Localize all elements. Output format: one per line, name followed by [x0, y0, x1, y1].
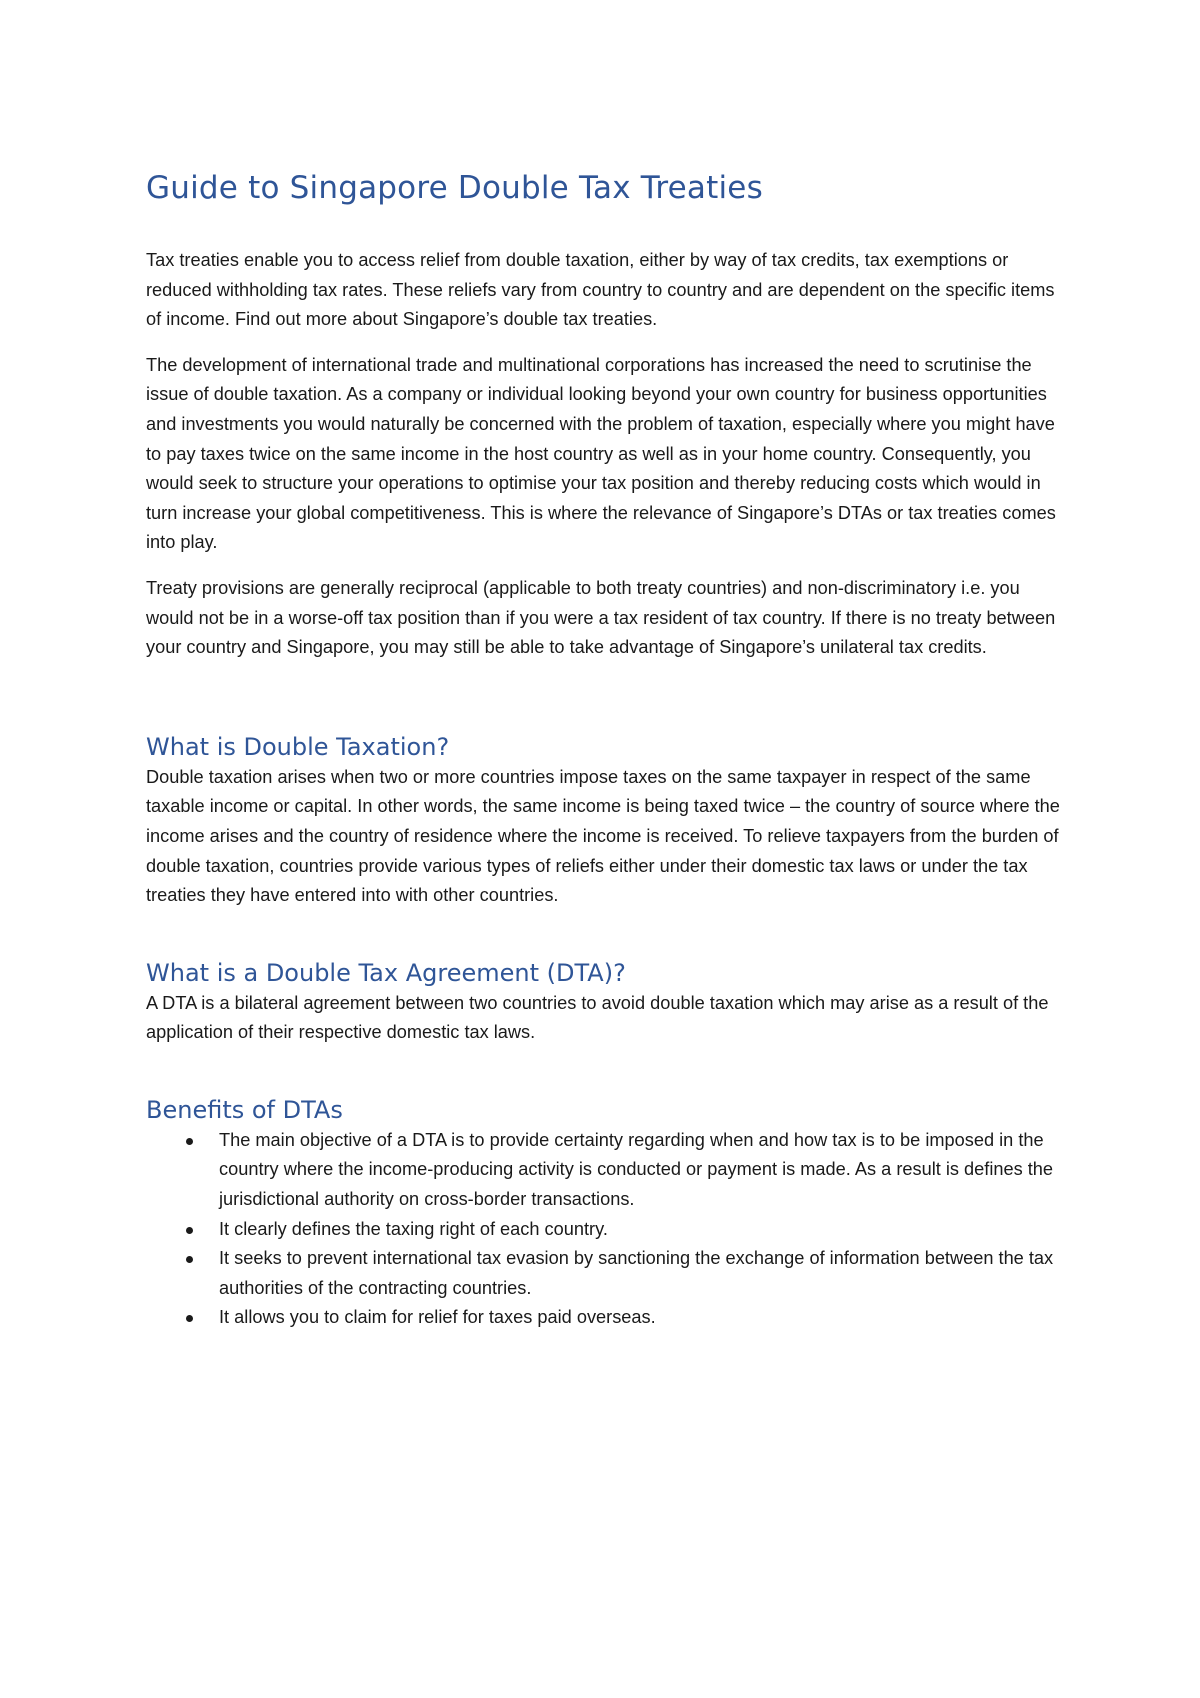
list-item-text: It allows you to claim for relief for taxes paid overseas.	[219, 1307, 656, 1328]
section-double-taxation	[146, 731, 1066, 911]
list-item	[146, 1215, 1066, 1245]
heading-double-taxation: What is Double Taxation?	[146, 732, 450, 761]
document-title: Guide to Singapore Double Tax Treaties	[146, 170, 763, 206]
intro-paragraph-1: Tax treaties enable you to access relief from double taxation, either by way of tax credits, tax exemptions or reduced withholding tax rates. These reliefs vary from country to country and are dependent on the specific items of income. Find out more about Singapore’s double tax treaties.	[146, 250, 1055, 330]
intro-paragraph-3: Treaty provisions are generally reciprocal (applicable to both treaty countries) and non-discriminatory i.e. you would not be in a worse-off tax position than if you were a tax resident of tax country. If there is no treaty between your country and Singapore, you may still be able to take advantage of Singapore’s unilateral tax credits.	[146, 577, 1056, 658]
benefits-list	[146, 1126, 1066, 1333]
bullet-icon	[186, 1256, 193, 1263]
list-item	[146, 1126, 1066, 1215]
heading-benefits: Benefits of DTAs	[146, 1095, 343, 1124]
list-item-text: The main objective of a DTA is to provide certainty regarding when and how tax is to be imposed in the country where the income-producing activity is conducted or payment is made. As a result is defines the jurisdictional authority on cross-border transactions.	[219, 1129, 1054, 1210]
bullet-icon	[186, 1315, 193, 1322]
section-dta	[146, 957, 1066, 1048]
bullet-icon	[186, 1227, 193, 1234]
list-item	[146, 1303, 1066, 1333]
section-benefits	[146, 1094, 1066, 1333]
bullet-icon	[186, 1138, 193, 1145]
document-page	[146, 168, 1066, 1333]
list-item-text: It clearly defines the taxing right of each country.	[219, 1218, 608, 1239]
list-item-text: It seeks to prevent international tax evasion by sanctioning the exchange of information between the tax authorities of the contracting countries.	[219, 1248, 1054, 1298]
body-dta: A DTA is a bilateral agreement between two countries to avoid double taxation which may arise as a result of the application of their respective domestic tax laws.	[146, 992, 1049, 1043]
intro-paragraph-2: The development of international trade and multinational corporations has increased the need to scrutinise the issue of double taxation. As a company or individual looking beyond your own country for business opportunities and investments you would naturally be concerned with the problem of taxation, especially where you might have to pay taxes twice on the same income in the host country as well as in your home country. Consequently, you would seek to structure your operations to optimise your tax position and thereby reducing costs which would in turn increase your global competitiveness. This is where the relevance of Singapore’s DTAs or tax treaties comes into play.	[146, 354, 1056, 553]
body-double-taxation: Double taxation arises when two or more countries impose taxes on the same taxpayer in respect of the same taxable income or capital. In other words, the same income is being taxed twice – the country of source where the income arises and the country of residence where the income is received. To relieve taxpayers from the burden of double taxation, countries provide various types of reliefs either under their domestic tax laws or under the tax treaties they have entered into with other countries.	[146, 766, 1060, 906]
heading-dta: What is a Double Tax Agreement (DTA)?	[146, 958, 626, 987]
list-item	[146, 1244, 1066, 1303]
